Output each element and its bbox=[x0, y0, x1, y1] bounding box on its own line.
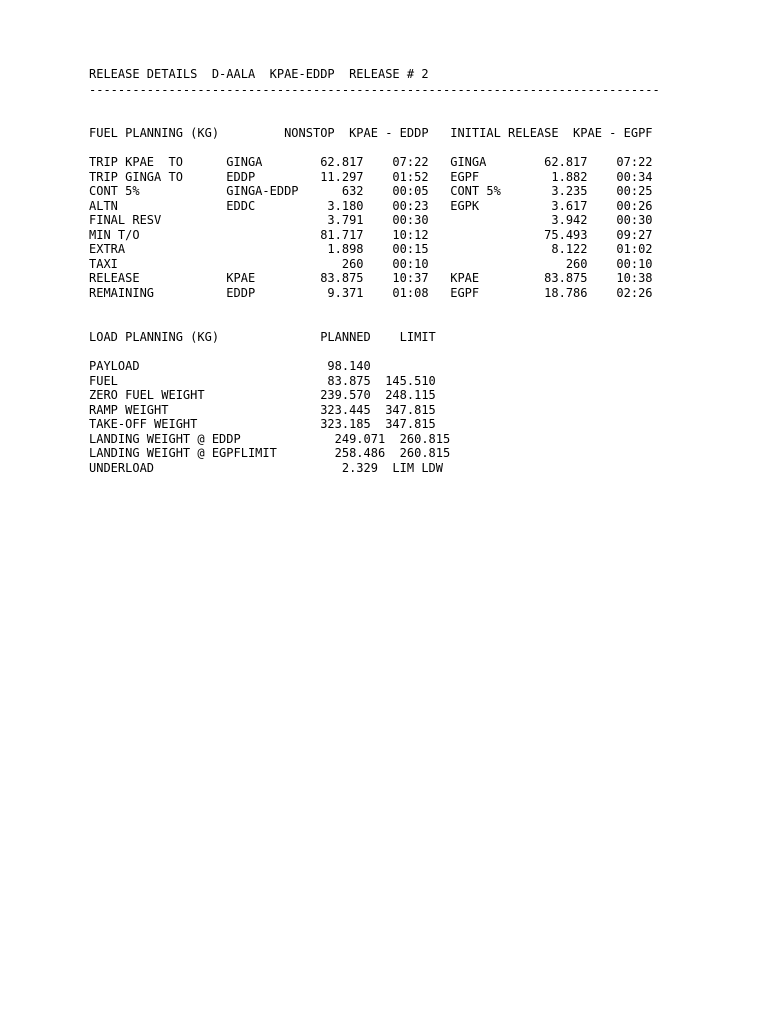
fuel-row-altn: ALTN EDDC 3.180 00:23 EGPK 3.617 00:26 bbox=[89, 198, 653, 213]
load-row-landing-weight-eddp: LANDING WEIGHT @ EDDP 249.071 260.815 bbox=[89, 431, 451, 446]
load-row-fuel: FUEL 83.875 145.510 bbox=[89, 373, 436, 388]
fuel-row-release: RELEASE KPAE 83.875 10:37 KPAE 83.875 10:38 bbox=[89, 271, 653, 285]
load-row-landing-weight-egpf: LANDING WEIGHT @ EGPFLIMIT 258.486 260.815 bbox=[89, 446, 451, 460]
load-row-take-off-weight: TAKE-OFF WEIGHT 323.185 347.815 bbox=[89, 417, 436, 431]
fuel-row-trip-kpae: TRIP KPAE TO GINGA 62.817 07:22 GINGA 62.817 07:22 bbox=[89, 155, 653, 169]
fuel-row-remaining: REMAINING EDDP 9.371 01:08 EGPF 18.786 02:26 bbox=[89, 285, 653, 300]
release-title: RELEASE DETAILS D-AALA KPAE-EDDP RELEASE # 2 bbox=[89, 67, 429, 81]
fuel-row-min-to: MIN T/O 81.717 10:12 75.493 09:27 bbox=[89, 227, 653, 242]
header-rule: ------------------------------------------------------------------------------- bbox=[89, 83, 660, 97]
load-row-ramp-weight: RAMP WEIGHT 323.445 347.815 bbox=[89, 402, 436, 417]
fuel-row-extra: EXTRA 1.898 00:15 8.122 01:02 bbox=[89, 242, 653, 256]
fuel-row-taxi: TAXI 260 00:10 260 00:10 bbox=[89, 256, 653, 271]
fuel-row-final-resv: FINAL RESV 3.791 00:30 3.942 00:30 bbox=[89, 213, 653, 227]
load-row-payload: PAYLOAD 98.140 bbox=[89, 359, 371, 373]
fuel-row-cont: CONT 5% GINGA-EDDP 632 00:05 CONT 5% 3.235 00:25 bbox=[89, 184, 653, 198]
load-row-underload: UNDERLOAD 2.329 LIM LDW bbox=[89, 460, 444, 475]
fuel-planning-heading: FUEL PLANNING (KG) NONSTOP KPAE - EDDP INITIAL RELEASE KPAE - EGPF bbox=[89, 126, 653, 140]
fuel-row-trip-ginga: TRIP GINGA TO EDDP 11.297 01:52 EGPF 1.882 00:34 bbox=[89, 169, 653, 184]
load-row-zero-fuel-weight: ZERO FUEL WEIGHT 239.570 248.115 bbox=[89, 388, 436, 402]
load-planning-heading: LOAD PLANNING (KG) PLANNED LIMIT bbox=[89, 330, 436, 344]
